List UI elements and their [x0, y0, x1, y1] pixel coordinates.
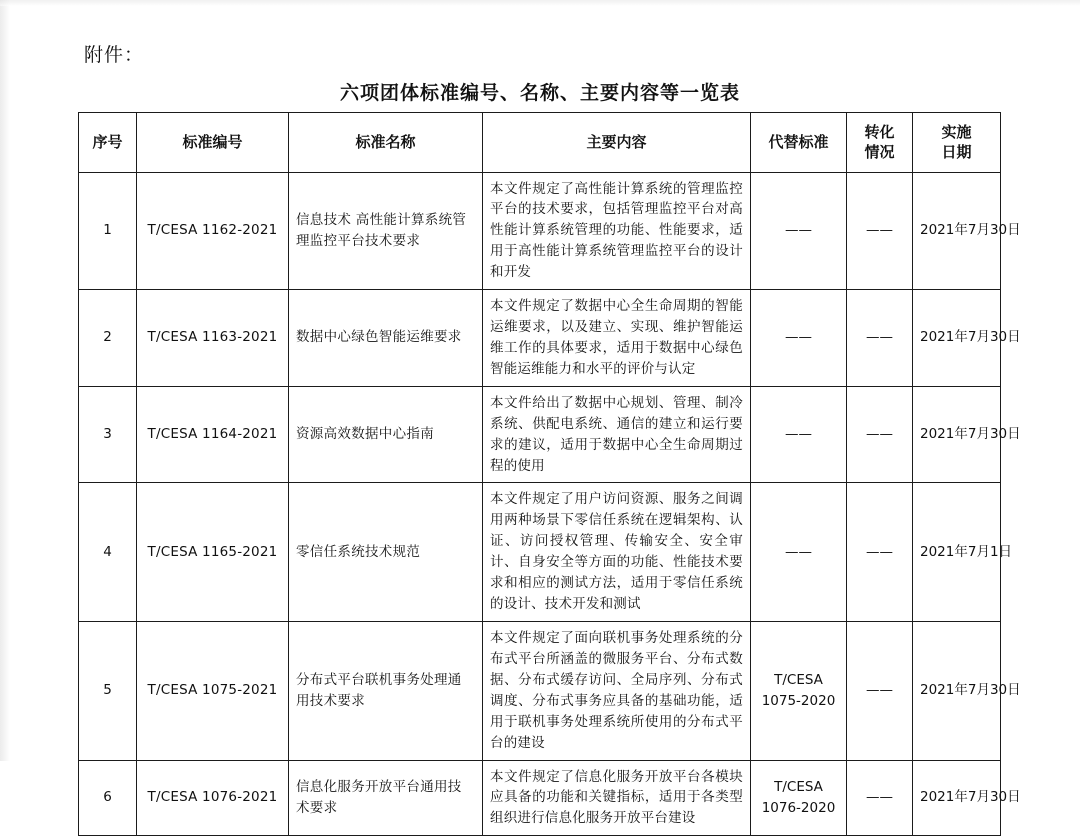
column-header-seq: 序号 [79, 113, 137, 173]
cell-replaced-standard: T/CESA 1076-2020 [751, 760, 847, 836]
cell-standard-name: 信息化服务开放平台通用技术要求 [289, 760, 483, 836]
standards-table-body [79, 172, 1021, 836]
page-title: 六项团体标准编号、名称、主要内容等一览表 [339, 82, 740, 104]
column-header-convert-line1: 转化 [864, 123, 895, 141]
cell-standard-name: 分布式平台联机事务处理通用技术要求 [289, 622, 483, 761]
scan-edge-top [0, 0, 1080, 6]
column-header-date [913, 113, 1001, 173]
cell-conversion-status: —— [847, 622, 913, 761]
cell-seq: 5 [79, 622, 137, 761]
cell-conversion-status: —— [847, 386, 913, 483]
cell-standard-name: 资源高效数据中心指南 [289, 386, 483, 483]
standards-table [78, 112, 1021, 836]
cell-standard-code: T/CESA 1075-2021 [137, 622, 289, 761]
table-row [79, 172, 1001, 290]
cell-main-content: 本文件规定了高性能计算系统的管理监控平台的技术要求，包括管理监控平台对高性能计算系统管理的功能、性能要求，适用于高性能计算系统管理监控平台的设计和开发 [483, 172, 751, 290]
column-header-name: 标准名称 [289, 113, 483, 173]
cell-main-content: 本文件给出了数据中心规划、管理、制冷系统、供配电系统、通信的建立和运行要求的建议，适用于数据中心全生命周期过程的使用 [483, 386, 751, 483]
cell-standard-name: 数据中心绿色智能运维要求 [289, 290, 483, 387]
table-row [79, 386, 1001, 483]
column-header-convert [847, 113, 913, 173]
cell-replaced-standard: —— [751, 290, 847, 387]
cell-main-content: 本文件规定了面向联机事务处理系统的分布式平台所涵盖的微服务平台、分布式数据、分布式缓存访问、全局序列、分布式调度、分布式事务应具备的基础功能，适用于联机事务处理系统所使用的分布式平台的建设 [483, 622, 751, 761]
cell-replaced-standard: —— [751, 386, 847, 483]
cell-conversion-status: —— [847, 172, 913, 290]
cell-seq: 1 [79, 172, 137, 290]
cell-standard-code: T/CESA 1165-2021 [137, 483, 289, 622]
cell-seq: 2 [79, 290, 137, 387]
cell-standard-code: T/CESA 1164-2021 [137, 386, 289, 483]
cell-implementation-date: 2021年7月30日 [913, 386, 1001, 483]
cell-replaced-standard: —— [751, 483, 847, 622]
attachment-label: 附件： [84, 44, 145, 66]
standards-table-wrapper [78, 112, 1021, 836]
cell-standard-name: 零信任系统技术规范 [289, 483, 483, 622]
cell-seq: 3 [79, 386, 137, 483]
cell-replaced-standard: —— [751, 172, 847, 290]
table-row [79, 483, 1001, 622]
cell-replaced-standard: T/CESA 1075-2020 [751, 622, 847, 761]
cell-main-content: 本文件规定了信息化服务开放平台各模块应具备的功能和关键指标，适用于各类型组织进行信息化服务开放平台建设 [483, 760, 751, 836]
cell-standard-code: T/CESA 1162-2021 [137, 172, 289, 290]
scan-edge-left [0, 0, 10, 761]
cell-implementation-date: 2021年7月30日 [913, 760, 1001, 836]
cell-conversion-status: —— [847, 760, 913, 836]
cell-seq: 6 [79, 760, 137, 836]
cell-seq: 4 [79, 483, 137, 622]
cell-standard-code: T/CESA 1163-2021 [137, 290, 289, 387]
cell-standard-code: T/CESA 1076-2021 [137, 760, 289, 836]
cell-main-content: 本文件规定了用户访问资源、服务之间调用两种场景下零信任系统在逻辑架构、认证、访问授权管理、传输安全、安全审计、自身安全等方面的功能、性能技术要求和相应的测试方法，适用于零信任系统的设计、技术开发和测试 [483, 483, 751, 622]
cell-main-content: 本文件规定了数据中心全生命周期的智能运维要求，以及建立、实现、维护智能运维工作的具体要求，适用于数据中心绿色智能运维能力和水平的评价与认定 [483, 290, 751, 387]
column-header-code: 标准编号 [137, 113, 289, 173]
column-header-date-line1: 实施 [941, 123, 972, 141]
column-header-convert-line2: 情况 [864, 143, 895, 162]
table-row [79, 290, 1001, 387]
cell-conversion-status: —— [847, 290, 913, 387]
cell-standard-name: 信息技术 高性能计算系统管理监控平台技术要求 [289, 172, 483, 290]
table-header-row [79, 113, 1001, 173]
table-row [79, 760, 1001, 836]
cell-conversion-status: —— [847, 483, 913, 622]
column-header-content: 主要内容 [483, 113, 751, 173]
cell-implementation-date: 2021年7月30日 [913, 290, 1001, 387]
cell-implementation-date: 2021年7月30日 [913, 622, 1001, 761]
table-row [79, 622, 1001, 761]
column-header-replace: 代替标准 [751, 113, 847, 173]
cell-implementation-date: 2021年7月30日 [913, 172, 1001, 290]
cell-implementation-date: 2021年7月1日 [913, 483, 1001, 622]
column-header-date-line2: 日期 [941, 143, 972, 162]
